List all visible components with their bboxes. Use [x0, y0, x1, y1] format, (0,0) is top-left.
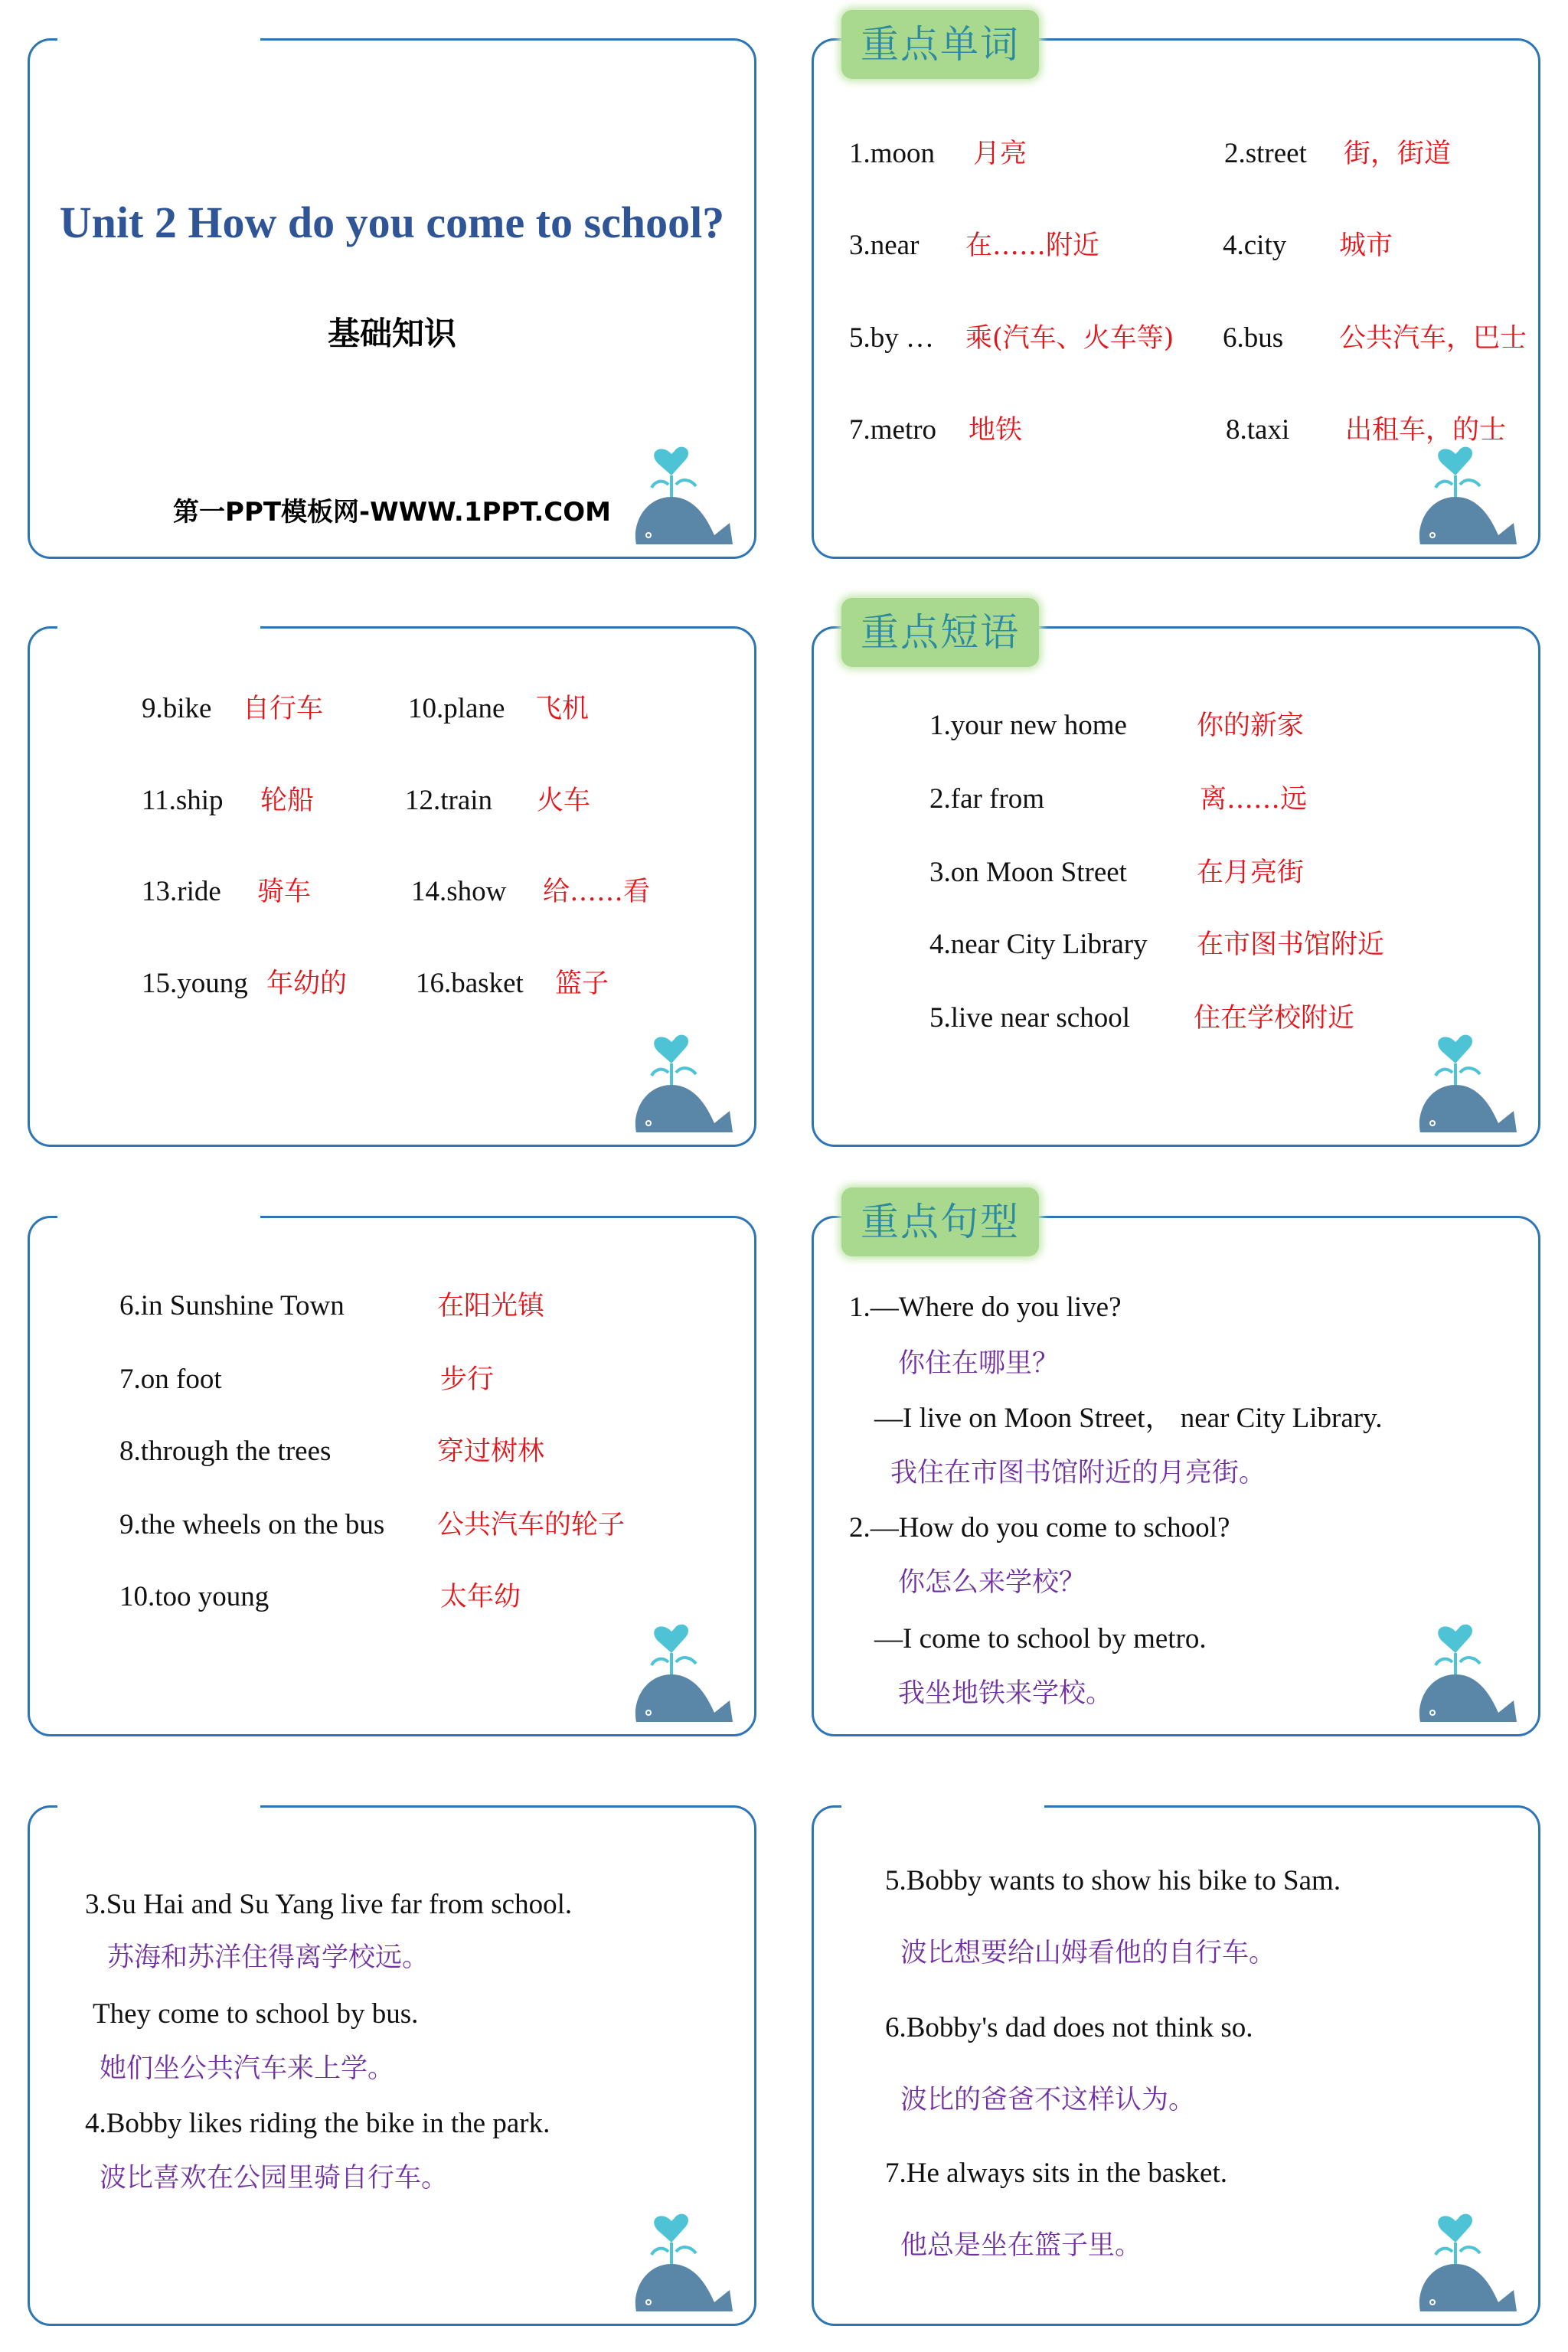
slide-key-sentences-2: [28, 1805, 756, 2326]
sentence-en: 2.—How do you come to school?: [849, 1512, 1230, 1544]
word-en: 10.plane: [408, 693, 505, 724]
border-gap: [57, 1214, 260, 1221]
sentence-en: 1.—Where do you live?: [849, 1292, 1122, 1323]
word-cn: 年幼的: [266, 969, 348, 999]
sentence-en: They come to school by bus.: [93, 1998, 419, 2030]
whale-icon: [1416, 1025, 1524, 1138]
word-cn: 给……看: [543, 877, 651, 907]
word-en: 16.basket: [416, 968, 524, 999]
phrase-cn: 在市图书馆附近: [1197, 929, 1385, 960]
sentence-en: —I come to school by metro.: [874, 1623, 1207, 1655]
sentence-cn: 波比想要给山姆看他的自行车。: [900, 1938, 1276, 1968]
slide-subtitle: 基础知识: [327, 315, 456, 352]
word-cn: 街，街道: [1344, 139, 1452, 169]
site-footer: 第一PPT模板网-WWW.1PPT.COM: [173, 497, 611, 528]
phrase-en: 10.too young: [119, 1581, 270, 1612]
word-cn: 自行车: [243, 694, 324, 724]
word-en: 12.train: [405, 785, 493, 816]
sentence-en: 6.Bobby's dad does not think so.: [885, 2012, 1253, 2043]
phrase-cn: 住在学校附近: [1194, 1003, 1355, 1034]
phrase-en: 8.through the trees: [119, 1436, 332, 1467]
word-cn: 出租车，的士: [1345, 415, 1507, 446]
phrase-en: 2.far from: [929, 783, 1044, 815]
phrase-en: 1.your new home: [929, 710, 1127, 741]
sentence-cn: 波比喜欢在公园里骑自行车。: [100, 2163, 449, 2194]
slide-key-phrases-2: [28, 1216, 756, 1736]
phrase-cn: 在月亮街: [1197, 858, 1305, 888]
sentence-en: 4.Bobby likes riding the bike in the park.: [85, 2108, 550, 2139]
word-cn: 月亮: [973, 139, 1027, 169]
slide-title: Unit 2 How do you come to school?: [59, 198, 725, 247]
word-en: 7.metro: [849, 414, 937, 446]
whale-icon: [1416, 437, 1524, 550]
word-en: 4.city: [1223, 230, 1287, 261]
phrase-en: 4.near City Library: [929, 929, 1148, 960]
word-en: 8.taxi: [1226, 414, 1290, 446]
word-cn: 火车: [537, 786, 591, 816]
sentence-cn: 她们坐公共汽车来上学。: [100, 2053, 395, 2084]
sentence-en: 5.Bobby wants to show his bike to Sam.: [885, 1865, 1341, 1896]
whale-icon: [632, 1025, 740, 1138]
sentence-cn: 你住在哪里？: [898, 1348, 1060, 1379]
border-gap: [57, 36, 260, 44]
sentence-cn: 我住在市图书馆附近的月亮街。: [890, 1458, 1266, 1488]
whale-icon: [632, 1615, 740, 1728]
slide-key-phrases: [812, 610, 1540, 1147]
slide-key-sentences-3: [812, 1805, 1540, 2326]
sentence-en: 7.He always sits in the basket.: [885, 2158, 1227, 2189]
sentence-en: 3.Su Hai and Su Yang live far from school.: [85, 1889, 573, 1920]
border-gap: [57, 1803, 260, 1811]
border-gap: [841, 1803, 1044, 1811]
word-cn: 在……附近: [965, 230, 1100, 261]
phrase-cn: 在阳光镇: [437, 1291, 545, 1321]
phrase-cn: 太年幼: [440, 1582, 521, 1612]
sentence-cn: 苏海和苏洋住得离学校远。: [107, 1942, 430, 1973]
word-cn: 地铁: [969, 415, 1023, 446]
word-en: 9.bike: [142, 693, 212, 724]
slide-key-words-2: [28, 626, 756, 1147]
sentence-cn: 波比的爸爸不这样认为。: [900, 2085, 1196, 2115]
word-en: 14.show: [411, 876, 507, 907]
phrase-en: 9.the wheels on the bus: [119, 1509, 385, 1540]
word-en: 15.young: [142, 968, 248, 999]
slide-key-sentences: [812, 1200, 1540, 1736]
word-cn: 轮船: [260, 786, 315, 816]
word-cn: 城市: [1339, 230, 1393, 261]
section-heading: 重点单词: [841, 10, 1039, 79]
whale-icon: [632, 437, 740, 550]
phrase-cn: 步行: [440, 1364, 495, 1395]
section-heading: 重点句型: [841, 1187, 1039, 1256]
word-cn: 乘(汽车、火车等): [965, 323, 1174, 354]
word-en: 11.ship: [142, 785, 224, 816]
section-heading: 重点短语: [841, 598, 1039, 667]
whale-icon: [1416, 2204, 1524, 2318]
phrase-cn: 离……远: [1200, 784, 1308, 815]
phrase-cn: 公共汽车的轮子: [437, 1510, 626, 1540]
phrase-en: 6.in Sunshine Town: [119, 1290, 345, 1321]
word-en: 13.ride: [142, 876, 221, 907]
slide-key-words: [812, 22, 1540, 559]
phrase-cn: 穿过树林: [437, 1436, 545, 1467]
phrase-en: 7.on foot: [119, 1364, 222, 1395]
word-en: 3.near: [849, 230, 920, 261]
word-en: 6.bus: [1223, 322, 1284, 354]
word-cn: 篮子: [555, 969, 609, 999]
word-cn: 公共汽车，巴士: [1339, 323, 1527, 354]
word-cn: 飞机: [535, 694, 590, 724]
sentence-cn: 你怎么来学校？: [898, 1567, 1086, 1598]
phrase-cn: 你的新家: [1197, 710, 1305, 741]
slide-cover: [28, 38, 756, 559]
word-cn: 骑车: [257, 877, 312, 907]
phrase-en: 3.on Moon Street: [929, 857, 1127, 888]
border-gap: [57, 624, 260, 632]
phrase-en: 5.live near school: [929, 1002, 1130, 1034]
whale-icon: [632, 2204, 740, 2318]
word-en: 2.street: [1224, 138, 1307, 169]
word-en: 1.moon: [849, 138, 936, 169]
whale-icon: [1416, 1615, 1524, 1728]
sentence-cn: 我坐地铁来学校。: [898, 1678, 1113, 1709]
sentence-cn: 他总是坐在篮子里。: [900, 2230, 1142, 2261]
sentence-en: —I live on Moon Street， near City Library.: [874, 1403, 1383, 1434]
word-en: 5.by …: [849, 322, 934, 354]
